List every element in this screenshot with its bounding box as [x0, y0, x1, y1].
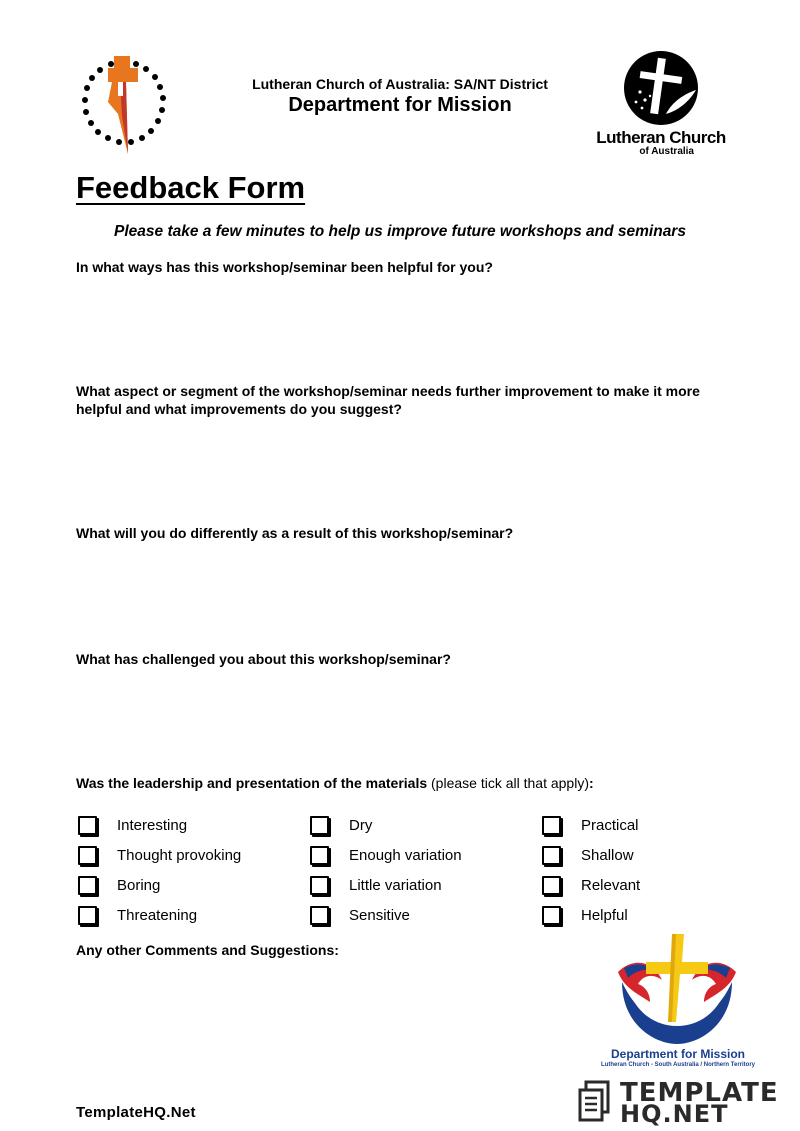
mission-logo-subtitle: Lutheran Church - South Australia / Northern Territory — [600, 1062, 755, 1068]
checkbox[interactable] — [78, 846, 97, 865]
option-label: Interesting — [117, 816, 188, 834]
option-label: Relevant — [581, 876, 641, 894]
question-improvement: What aspect or segment of the workshop/seminar needs further improvement to make it more helpful and what improvements do you suggest? — [76, 383, 700, 417]
templatehq-brand — [578, 1078, 779, 1128]
option-dry[interactable] — [310, 813, 372, 837]
checkbox[interactable] — [542, 846, 561, 865]
option-threatening[interactable] — [78, 903, 197, 927]
department-name: Department for Mission — [288, 94, 512, 116]
option-label: Thought provoking — [117, 846, 242, 864]
organization-name: Lutheran Church of Australia: SA/NT District — [252, 76, 548, 92]
option-little-variation[interactable] — [310, 873, 442, 897]
lca-logo — [588, 50, 734, 160]
option-thought-provoking[interactable] — [78, 843, 241, 867]
checkbox[interactable] — [310, 816, 329, 835]
comments-label: Any other Comments and Suggestions: — [76, 942, 339, 958]
checkbox[interactable] — [542, 876, 561, 895]
checkbox[interactable] — [78, 876, 97, 895]
checkbox[interactable] — [78, 816, 97, 835]
option-label: Practical — [581, 816, 639, 834]
option-practical[interactable] — [542, 813, 639, 837]
checkbox[interactable] — [542, 816, 561, 835]
checkbox[interactable] — [78, 906, 97, 925]
option-label: Little variation — [349, 876, 442, 894]
question-helpful: In what ways has this workshop/seminar been helpful for you? — [76, 259, 493, 275]
district-logo — [78, 54, 170, 156]
document-icon — [578, 1080, 618, 1124]
checkbox[interactable] — [310, 846, 329, 865]
option-label: Helpful — [581, 906, 628, 924]
lca-logo-name: Lutheran Church — [596, 128, 726, 147]
question-differently: What will you do differently as a result of this workshop/seminar? — [76, 525, 514, 541]
option-sensitive[interactable] — [310, 903, 410, 927]
option-label: Threatening — [117, 906, 198, 924]
brand-line-2: HQ.NET — [620, 1100, 729, 1128]
option-label: Shallow — [581, 846, 634, 864]
question-leadership-hint: (please tick all that apply) — [427, 775, 589, 791]
option-label: Sensitive — [349, 906, 410, 924]
brand-line-1: TEMPLATE — [620, 1078, 779, 1108]
checkbox[interactable] — [542, 906, 561, 925]
question-leadership — [76, 774, 716, 792]
option-shallow[interactable] — [542, 843, 634, 867]
option-enough-variation[interactable] — [310, 843, 462, 867]
lca-logo-sub: of Australia — [639, 146, 694, 157]
mission-logo — [614, 932, 740, 1048]
option-boring[interactable] — [78, 873, 160, 897]
option-label: Boring — [117, 876, 161, 894]
footer-site: TemplateHQ.Net — [76, 1104, 196, 1121]
form-subtitle: Please take a few minutes to help us improve future workshops and seminars — [114, 223, 686, 240]
option-interesting[interactable] — [78, 813, 187, 837]
form-title: Feedback Form — [76, 170, 306, 205]
checkbox[interactable] — [310, 876, 329, 895]
option-helpful[interactable] — [542, 903, 628, 927]
question-challenged: What has challenged you about this workshop/seminar? — [76, 651, 451, 667]
option-label: Dry — [349, 816, 373, 834]
mission-logo-title: Department for Mission — [610, 1047, 745, 1061]
option-relevant[interactable] — [542, 873, 640, 897]
question-leadership-colon: : — [588, 775, 594, 791]
option-label: Enough variation — [349, 846, 462, 864]
question-leadership-main: Was the leadership and presentation of the materials — [76, 775, 428, 791]
checkbox[interactable] — [310, 906, 329, 925]
